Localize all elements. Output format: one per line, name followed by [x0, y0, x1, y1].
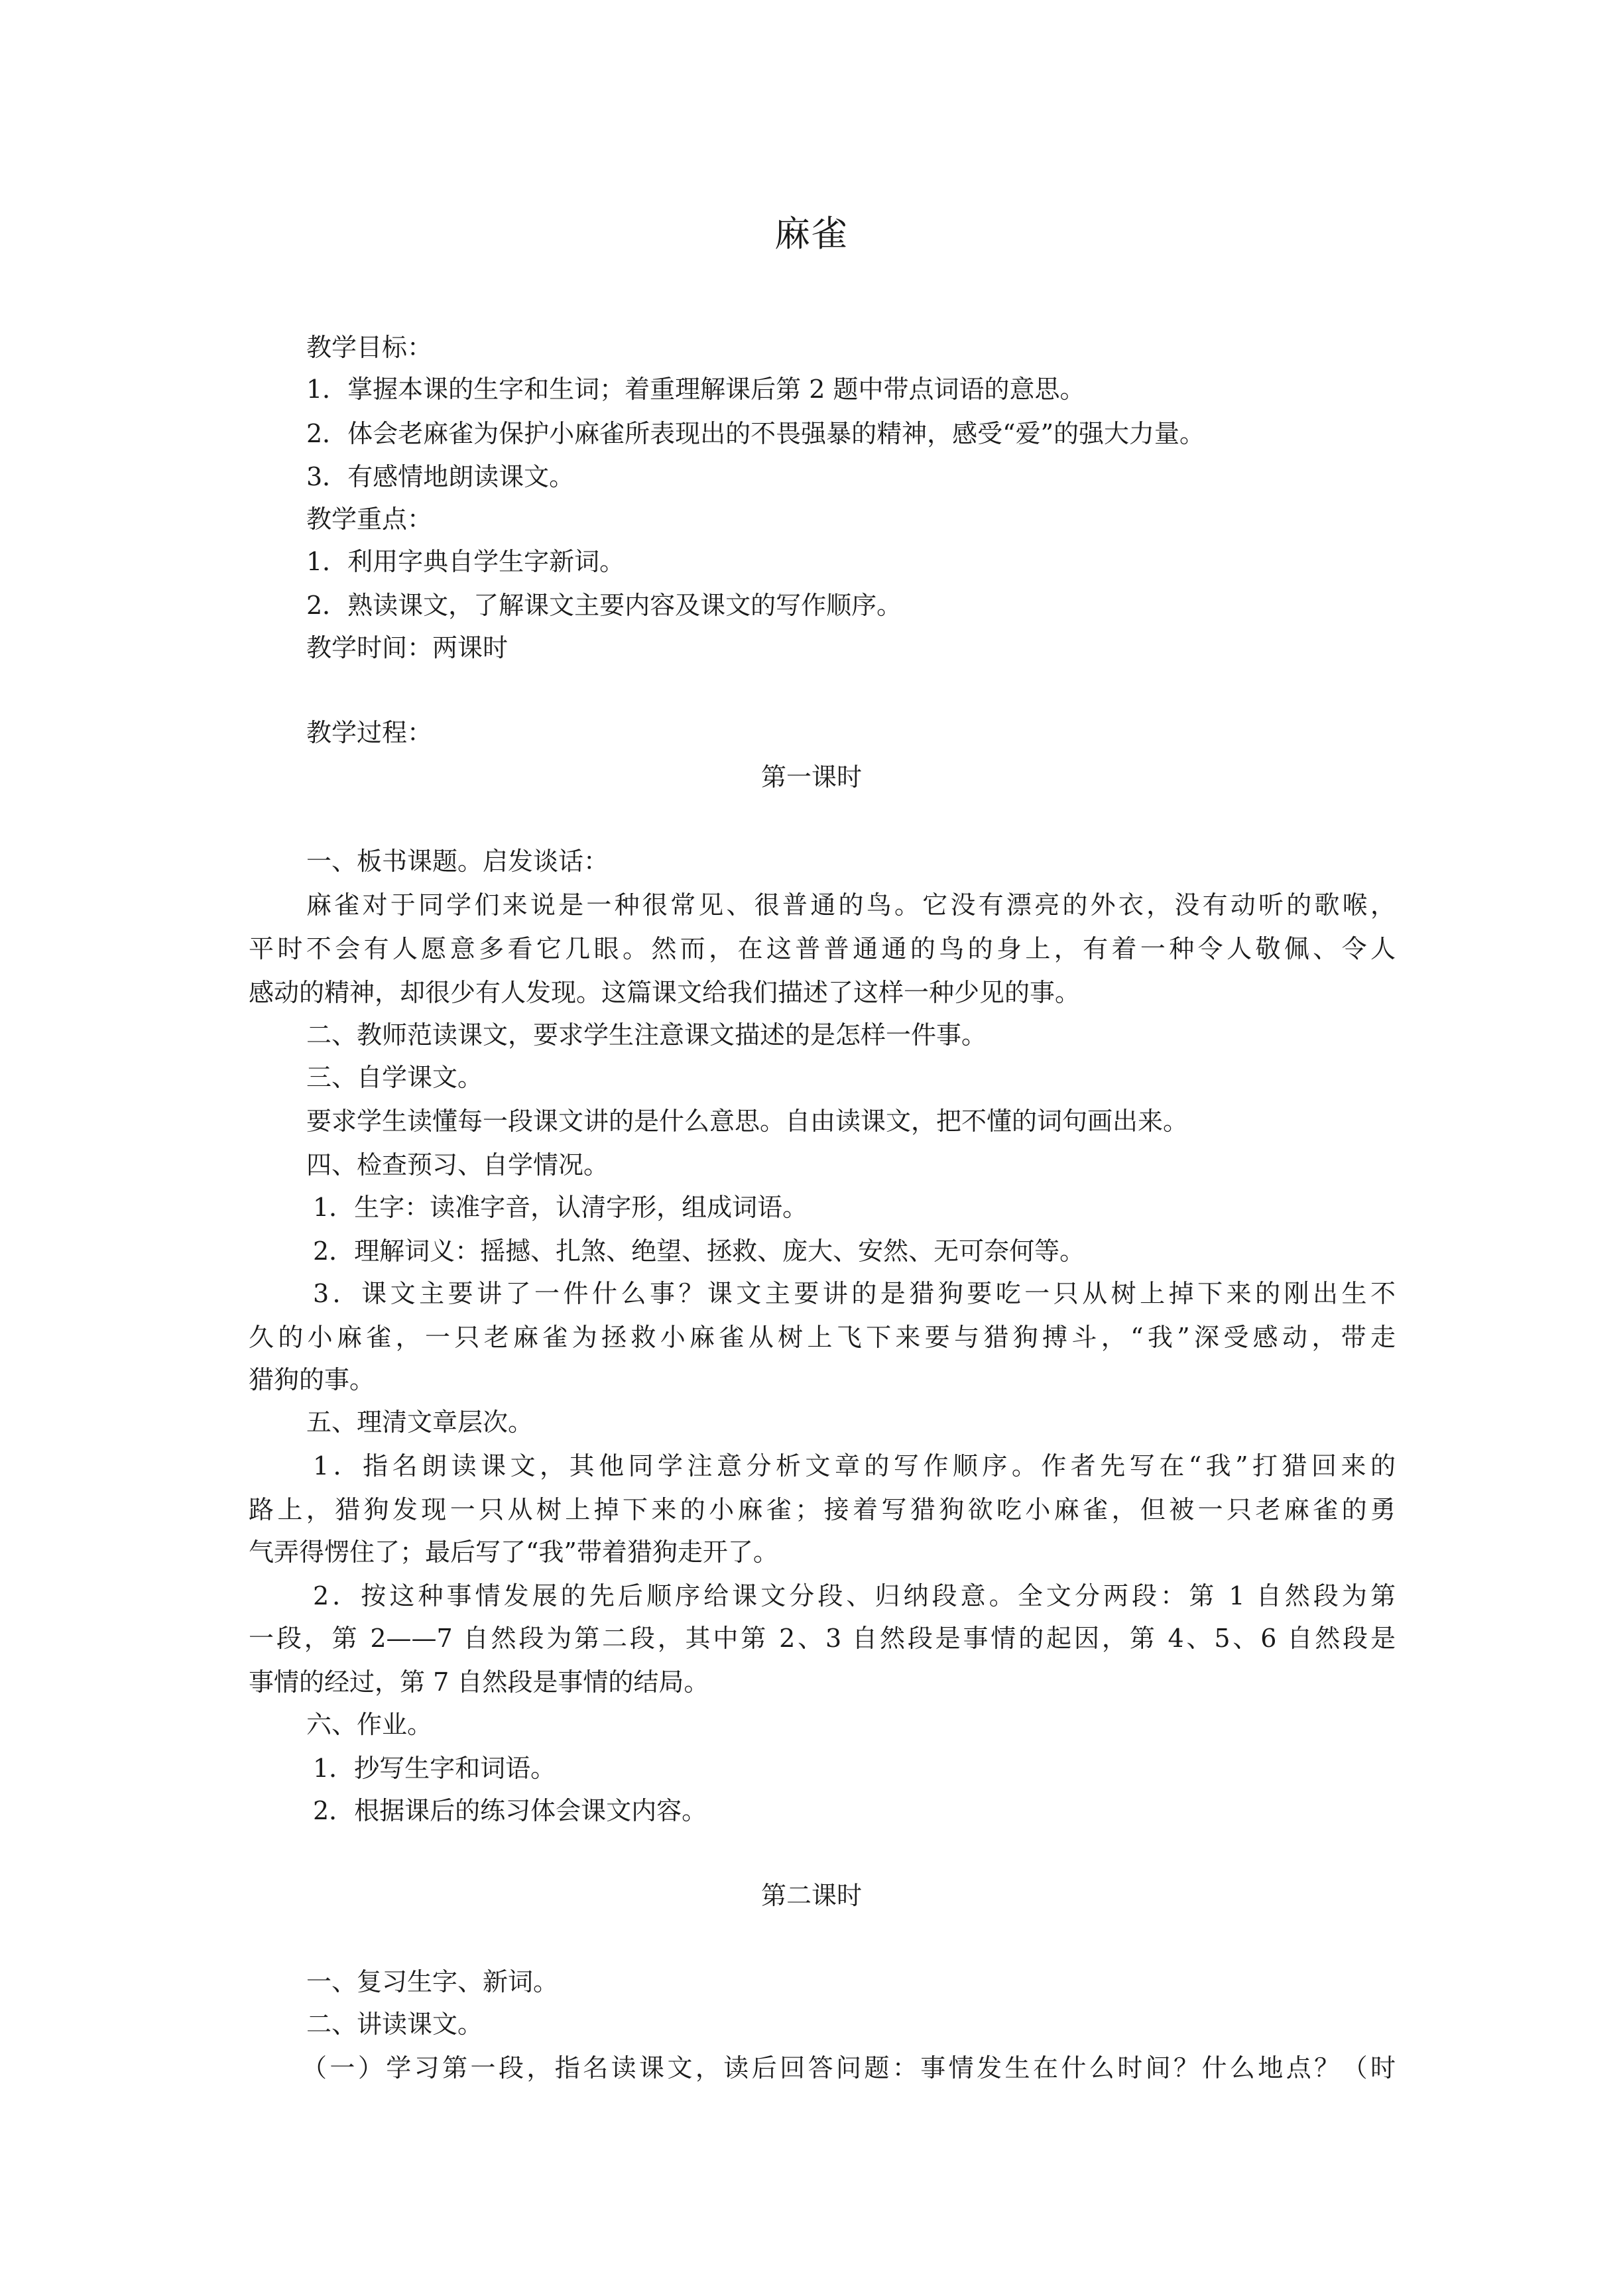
lesson2-section2: 二、讲读课文。	[306, 2010, 483, 2039]
key-point-item-1: 1．利用字典自学生字新词。	[306, 547, 625, 576]
objectives-heading: 教学目标：	[306, 333, 433, 362]
lesson1-section5-item2-line-3: 事情的经过，第 7 自然段是事情的结局。	[249, 1667, 709, 1697]
lesson1-section4-heading: 四、检查预习、自学情况。	[306, 1150, 609, 1179]
lesson1-section5-item1-line-3: 气弄得愣住了；最后写了“我”带着猎狗走开了。	[249, 1538, 778, 1567]
lesson1-section1-heading: 一、板书课题。启发谈话：	[306, 847, 609, 876]
lesson1-heading: 第一课时	[760, 762, 862, 792]
lesson1-section1-line-3: 感动的精神，却很少有人发现。这篇课文给我们描述了这样一种少见的事。	[249, 978, 1081, 1007]
lesson1-section5-item1-line-2: 路上，猎狗发现一只从树上掉下来的小麻雀；接着写猎狗欲吃小麻雀，但被一只老麻雀的勇	[249, 1495, 1396, 1524]
objective-item-2: 2．体会老麻雀为保护小麻雀所表现出的不畏强暴的精神，感受“爱”的强大力量。	[306, 419, 1205, 448]
objective-item-3: 3．有感情地朗读课文。	[306, 462, 575, 491]
lesson1-section6-heading: 六、作业。	[306, 1710, 433, 1739]
lesson1-section3-heading: 三、自学课文。	[306, 1063, 483, 1092]
key-points-heading: 教学重点：	[306, 505, 433, 534]
lesson1-section4-item3-line-3: 猎狗的事。	[249, 1365, 375, 1394]
lesson1-section2: 二、教师范读课文，要求学生注意课文描述的是怎样一件事。	[306, 1020, 987, 1050]
lesson1-section1-line-2: 平时不会有人愿意多看它几眼。然而，在这普普通通的鸟的身上，有着一种令人敬佩、令人	[249, 934, 1396, 963]
objective-item-1: 1．掌握本课的生字和生词；着重理解课后第 2 题中带点词语的意思。	[306, 375, 1085, 404]
process-heading: 教学过程：	[306, 718, 433, 747]
lesson1-section4-item-1: 1．生字：读准字音，认清字形，组成词语。	[313, 1193, 808, 1222]
lesson1-section6-item-1: 1．抄写生字和词语。	[313, 1754, 556, 1783]
teaching-time: 教学时间：两课时	[306, 633, 509, 662]
lesson1-section6-item-2: 2．根据课后的练习体会课文内容。	[313, 1796, 707, 1825]
lesson1-section5-item2-line-1: 2．按这种事情发展的先后顺序给课文分段、归纳段意。全文分两段：第 1 自然段为第	[313, 1581, 1396, 1610]
lesson1-section5-item1-line-1: 1．指名朗读课文，其他同学注意分析文章的写作顺序。作者先写在“我”打猎回来的	[313, 1451, 1396, 1480]
lesson1-section4-item-2: 2．理解词义：摇撼、扎煞、绝望、拯救、庞大、安然、无可奈何等。	[313, 1237, 1085, 1266]
lesson2-heading: 第二课时	[760, 1881, 862, 1910]
lesson1-section4-item3-line-2: 久的小麻雀，一只老麻雀为拯救小麻雀从树上飞下来要与猎狗搏斗，“我”深受感动，带走	[249, 1323, 1396, 1352]
key-point-item-2: 2．熟读课文，了解课文主要内容及课文的写作顺序。	[306, 591, 902, 620]
lesson1-section4-item3-line-1: 3．课文主要讲了一件什么事？课文主要讲的是猎狗要吃一只从树上掉下来的刚出生不	[313, 1279, 1396, 1308]
lesson2-section1: 一、复习生字、新词。	[306, 1967, 559, 1996]
lesson1-section3-para: 要求学生读懂每一段课文讲的是什么意思。自由读课文，把不懂的词句画出来。	[306, 1107, 1189, 1136]
lesson1-section5-item2-line-2: 一段，第 2——7 自然段为第二段，其中第 2、3 自然段是事情的起因，第 4、5、6 自然段是	[249, 1624, 1396, 1653]
lesson1-section5-heading: 五、理清文章层次。	[306, 1408, 534, 1437]
lesson1-section1-line-1: 麻雀对于同学们来说是一种很常见、很普通的鸟。它没有漂亮的外衣，没有动听的歌喉，	[306, 890, 1396, 920]
lesson2-section2-sub-1: （一）学习第一段，指名读课文，读后回答问题：事情发生在什么时间？什么地点？（时	[302, 2053, 1396, 2083]
document-title: 麻雀	[774, 213, 849, 255]
